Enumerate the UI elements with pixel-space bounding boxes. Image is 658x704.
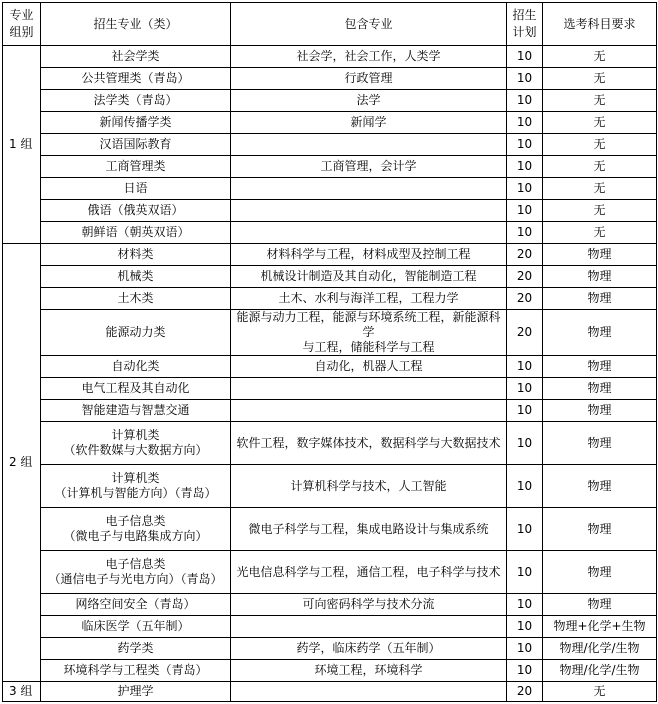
table-row xyxy=(3,112,657,134)
major-cell xyxy=(41,594,231,616)
plan-cell: 20 xyxy=(507,682,543,702)
major-cell xyxy=(41,638,231,660)
subjects-cell: 无 xyxy=(543,112,657,134)
major-cell-line: 环境科学与工程类（青岛） xyxy=(63,663,208,677)
table-body xyxy=(3,46,657,702)
major-cell-line: 机械类 xyxy=(117,269,154,283)
major-cell-line: 临床医学（五年制） xyxy=(81,619,190,633)
major-cell-line: 法学类（青岛） xyxy=(93,93,178,107)
table-row xyxy=(3,551,657,594)
major-cell xyxy=(41,178,231,200)
table-row xyxy=(3,616,657,638)
plan-cell: 10 xyxy=(507,68,543,90)
table-row xyxy=(3,594,657,616)
major-cell xyxy=(41,616,231,638)
major-cell-line: 自动化类 xyxy=(111,359,160,373)
major-cell xyxy=(41,266,231,288)
included-cell xyxy=(231,508,507,551)
plan-cell: 10 xyxy=(507,422,543,465)
included-cell xyxy=(231,178,507,200)
table-row xyxy=(3,508,657,551)
major-cell-line: 朝鲜语（朝英双语） xyxy=(81,225,190,239)
subjects-cell: 无 xyxy=(543,222,657,244)
major-cell-line: 工商管理类 xyxy=(105,159,166,173)
major-cell-line: 计算机类 xyxy=(111,428,160,442)
subjects-cell: 物理 xyxy=(543,266,657,288)
plan-cell: 10 xyxy=(507,178,543,200)
subjects-cell: 物理 xyxy=(543,244,657,266)
major-cell xyxy=(41,422,231,465)
major-cell-line: 电子信息类 xyxy=(105,557,166,571)
plan-cell: 20 xyxy=(507,288,543,310)
included-cell-line: 环境工程，环境科学 xyxy=(314,663,423,677)
plan-cell: 20 xyxy=(507,244,543,266)
table-row xyxy=(3,682,657,702)
included-cell-line: 光电信息科学与工程，通信工程，电子科学与技术 xyxy=(236,564,501,579)
included-cell xyxy=(231,244,507,266)
major-cell-line: 药学类 xyxy=(117,641,154,655)
included-cell-line: 药学，临床药学（五年制） xyxy=(296,641,441,655)
major-cell xyxy=(41,310,231,356)
included-cell xyxy=(231,46,507,68)
included-cell-line: 法学 xyxy=(356,93,381,107)
plan-cell: 10 xyxy=(507,400,543,422)
included-cell xyxy=(231,378,507,400)
major-cell-line: 智能建造与智慧交通 xyxy=(81,403,190,417)
included-cell xyxy=(231,288,507,310)
table-row xyxy=(3,90,657,112)
included-cell xyxy=(231,638,507,660)
subjects-cell: 物理 xyxy=(543,551,657,594)
included-cell-line: 社会学，社会工作，人类学 xyxy=(296,49,441,63)
plan-cell: 10 xyxy=(507,660,543,682)
major-cell-line: （计算机与智能方向）（青岛） xyxy=(54,486,217,500)
plan-cell: 10 xyxy=(507,222,543,244)
subjects-cell: 无 xyxy=(543,682,657,702)
included-cell-line: 自动化，机器人工程 xyxy=(314,359,423,373)
header-group-line: 专业 xyxy=(9,8,34,22)
major-cell xyxy=(41,90,231,112)
major-cell xyxy=(41,551,231,594)
major-cell xyxy=(41,288,231,310)
major-cell-line: 护理学 xyxy=(117,684,154,698)
plan-cell: 10 xyxy=(507,551,543,594)
included-cell-line: 土木、水利与海洋工程，工程力学 xyxy=(278,291,459,305)
subjects-cell: 物理+化学+生物 xyxy=(543,616,657,638)
plan-cell: 10 xyxy=(507,356,543,378)
major-cell xyxy=(41,156,231,178)
plan-cell: 10 xyxy=(507,46,543,68)
included-cell-line: 能源与动力工程，能源与环境系统工程，新能源科学 xyxy=(236,310,501,339)
table-row xyxy=(3,46,657,68)
group-label: 3 组 xyxy=(3,682,41,702)
major-cell-line: 日语 xyxy=(123,181,148,195)
table-row xyxy=(3,222,657,244)
included-cell xyxy=(231,200,507,222)
included-cell-line: 可向密码科学与技术分流 xyxy=(302,597,435,611)
major-cell xyxy=(41,68,231,90)
plan-cell: 10 xyxy=(507,134,543,156)
plan-cell: 10 xyxy=(507,90,543,112)
table-row xyxy=(3,660,657,682)
table-row xyxy=(3,400,657,422)
admission-plan-table xyxy=(2,2,657,702)
major-cell xyxy=(41,378,231,400)
table-row xyxy=(3,178,657,200)
major-cell-line: （软件数媒与大数据方向） xyxy=(63,443,208,457)
major-cell xyxy=(41,112,231,134)
table-row xyxy=(3,244,657,266)
table-row xyxy=(3,134,657,156)
table-row xyxy=(3,378,657,400)
major-cell xyxy=(41,222,231,244)
included-cell-line: 与工程，储能科学与工程 xyxy=(302,340,435,354)
major-cell-line: 社会学类 xyxy=(111,49,160,63)
subjects-cell: 物理/化学/生物 xyxy=(543,660,657,682)
major-cell-line: 汉语国际教育 xyxy=(99,137,172,151)
table-row xyxy=(3,288,657,310)
included-cell xyxy=(231,551,507,594)
included-cell xyxy=(231,400,507,422)
included-cell xyxy=(231,465,507,508)
header-plan-line: 计划 xyxy=(512,25,537,39)
included-cell xyxy=(231,68,507,90)
subjects-cell: 无 xyxy=(543,90,657,112)
header-subjects: 选考科目要求 xyxy=(543,3,657,46)
included-cell xyxy=(231,222,507,244)
major-cell-line: 电气工程及其自动化 xyxy=(81,381,190,395)
subjects-cell: 物理 xyxy=(543,594,657,616)
major-cell-line: 能源动力类 xyxy=(105,325,166,339)
major-cell xyxy=(41,200,231,222)
major-cell-line: （通信电子与光电方向）（青岛） xyxy=(48,572,223,586)
plan-cell: 10 xyxy=(507,616,543,638)
included-cell-line: 新闻学 xyxy=(350,115,387,129)
table-row xyxy=(3,422,657,465)
major-cell xyxy=(41,134,231,156)
subjects-cell: 物理 xyxy=(543,288,657,310)
plan-cell: 20 xyxy=(507,310,543,356)
plan-cell: 10 xyxy=(507,638,543,660)
included-cell-line: 行政管理 xyxy=(344,71,393,85)
subjects-cell: 无 xyxy=(543,68,657,90)
major-cell-line: 公共管理类（青岛） xyxy=(81,71,190,85)
subjects-cell: 物理 xyxy=(543,378,657,400)
major-cell xyxy=(41,244,231,266)
table-row xyxy=(3,266,657,288)
plan-cell: 10 xyxy=(507,200,543,222)
subjects-cell: 无 xyxy=(543,200,657,222)
major-cell xyxy=(41,356,231,378)
included-cell-line: 软件工程，数字媒体技术，数据科学与大数据技术 xyxy=(236,435,501,450)
major-cell xyxy=(41,682,231,702)
included-cell xyxy=(231,356,507,378)
plan-cell: 20 xyxy=(507,266,543,288)
plan-cell: 10 xyxy=(507,508,543,551)
major-cell xyxy=(41,465,231,508)
table-row xyxy=(3,356,657,378)
header-plan-line: 招生 xyxy=(512,8,537,22)
included-cell xyxy=(231,616,507,638)
table-row xyxy=(3,156,657,178)
group-label: 2 组 xyxy=(3,244,41,682)
subjects-cell: 物理 xyxy=(543,400,657,422)
header-group xyxy=(3,3,41,46)
included-cell xyxy=(231,156,507,178)
major-cell-line: （微电子与电路集成方向） xyxy=(63,529,208,543)
header-row xyxy=(3,3,657,46)
major-cell xyxy=(41,46,231,68)
major-cell xyxy=(41,508,231,551)
major-cell-line: 材料类 xyxy=(117,247,154,261)
header-major: 招生专业（类） xyxy=(41,3,231,46)
included-cell-line: 计算机科学与技术，人工智能 xyxy=(290,478,447,493)
included-cell-line: 机械设计制造及其自动化，智能制造工程 xyxy=(260,269,477,283)
subjects-cell: 无 xyxy=(543,178,657,200)
major-cell-line: 网络空间安全（青岛） xyxy=(75,597,196,611)
subjects-cell: 物理 xyxy=(543,356,657,378)
included-cell-line: 材料科学与工程，材料成型及控制工程 xyxy=(266,247,471,261)
included-cell xyxy=(231,422,507,465)
subjects-cell: 物理 xyxy=(543,508,657,551)
subjects-cell: 物理 xyxy=(543,422,657,465)
included-cell xyxy=(231,134,507,156)
header-plan xyxy=(507,3,543,46)
included-cell xyxy=(231,310,507,356)
plan-cell: 10 xyxy=(507,156,543,178)
subjects-cell: 物理 xyxy=(543,465,657,508)
group-label: 1 组 xyxy=(3,46,41,244)
major-cell-line: 俄语（俄英双语） xyxy=(87,203,184,217)
subjects-cell: 物理/化学/生物 xyxy=(543,638,657,660)
major-cell-line: 电子信息类 xyxy=(105,514,166,528)
included-cell xyxy=(231,90,507,112)
plan-cell: 10 xyxy=(507,378,543,400)
included-cell xyxy=(231,266,507,288)
subjects-cell: 无 xyxy=(543,46,657,68)
plan-cell: 10 xyxy=(507,594,543,616)
major-cell-line: 计算机类 xyxy=(111,471,160,485)
table-row xyxy=(3,68,657,90)
major-cell xyxy=(41,400,231,422)
included-cell xyxy=(231,112,507,134)
included-cell xyxy=(231,594,507,616)
subjects-cell: 无 xyxy=(543,134,657,156)
major-cell-line: 新闻传播学类 xyxy=(99,115,172,129)
header-included: 包含专业 xyxy=(231,3,507,46)
plan-cell: 10 xyxy=(507,465,543,508)
header-group-line: 组别 xyxy=(9,25,34,39)
included-cell-line: 工商管理，会计学 xyxy=(320,159,417,173)
subjects-cell: 无 xyxy=(543,156,657,178)
included-cell xyxy=(231,660,507,682)
plan-cell: 10 xyxy=(507,112,543,134)
subjects-cell: 物理 xyxy=(543,310,657,356)
included-cell xyxy=(231,682,507,702)
table-row xyxy=(3,310,657,356)
table-row xyxy=(3,465,657,508)
major-cell xyxy=(41,660,231,682)
table-row xyxy=(3,638,657,660)
major-cell-line: 土木类 xyxy=(117,291,154,305)
included-cell-line: 微电子科学与工程，集成电路设计与集成系统 xyxy=(248,521,489,536)
table-row xyxy=(3,200,657,222)
